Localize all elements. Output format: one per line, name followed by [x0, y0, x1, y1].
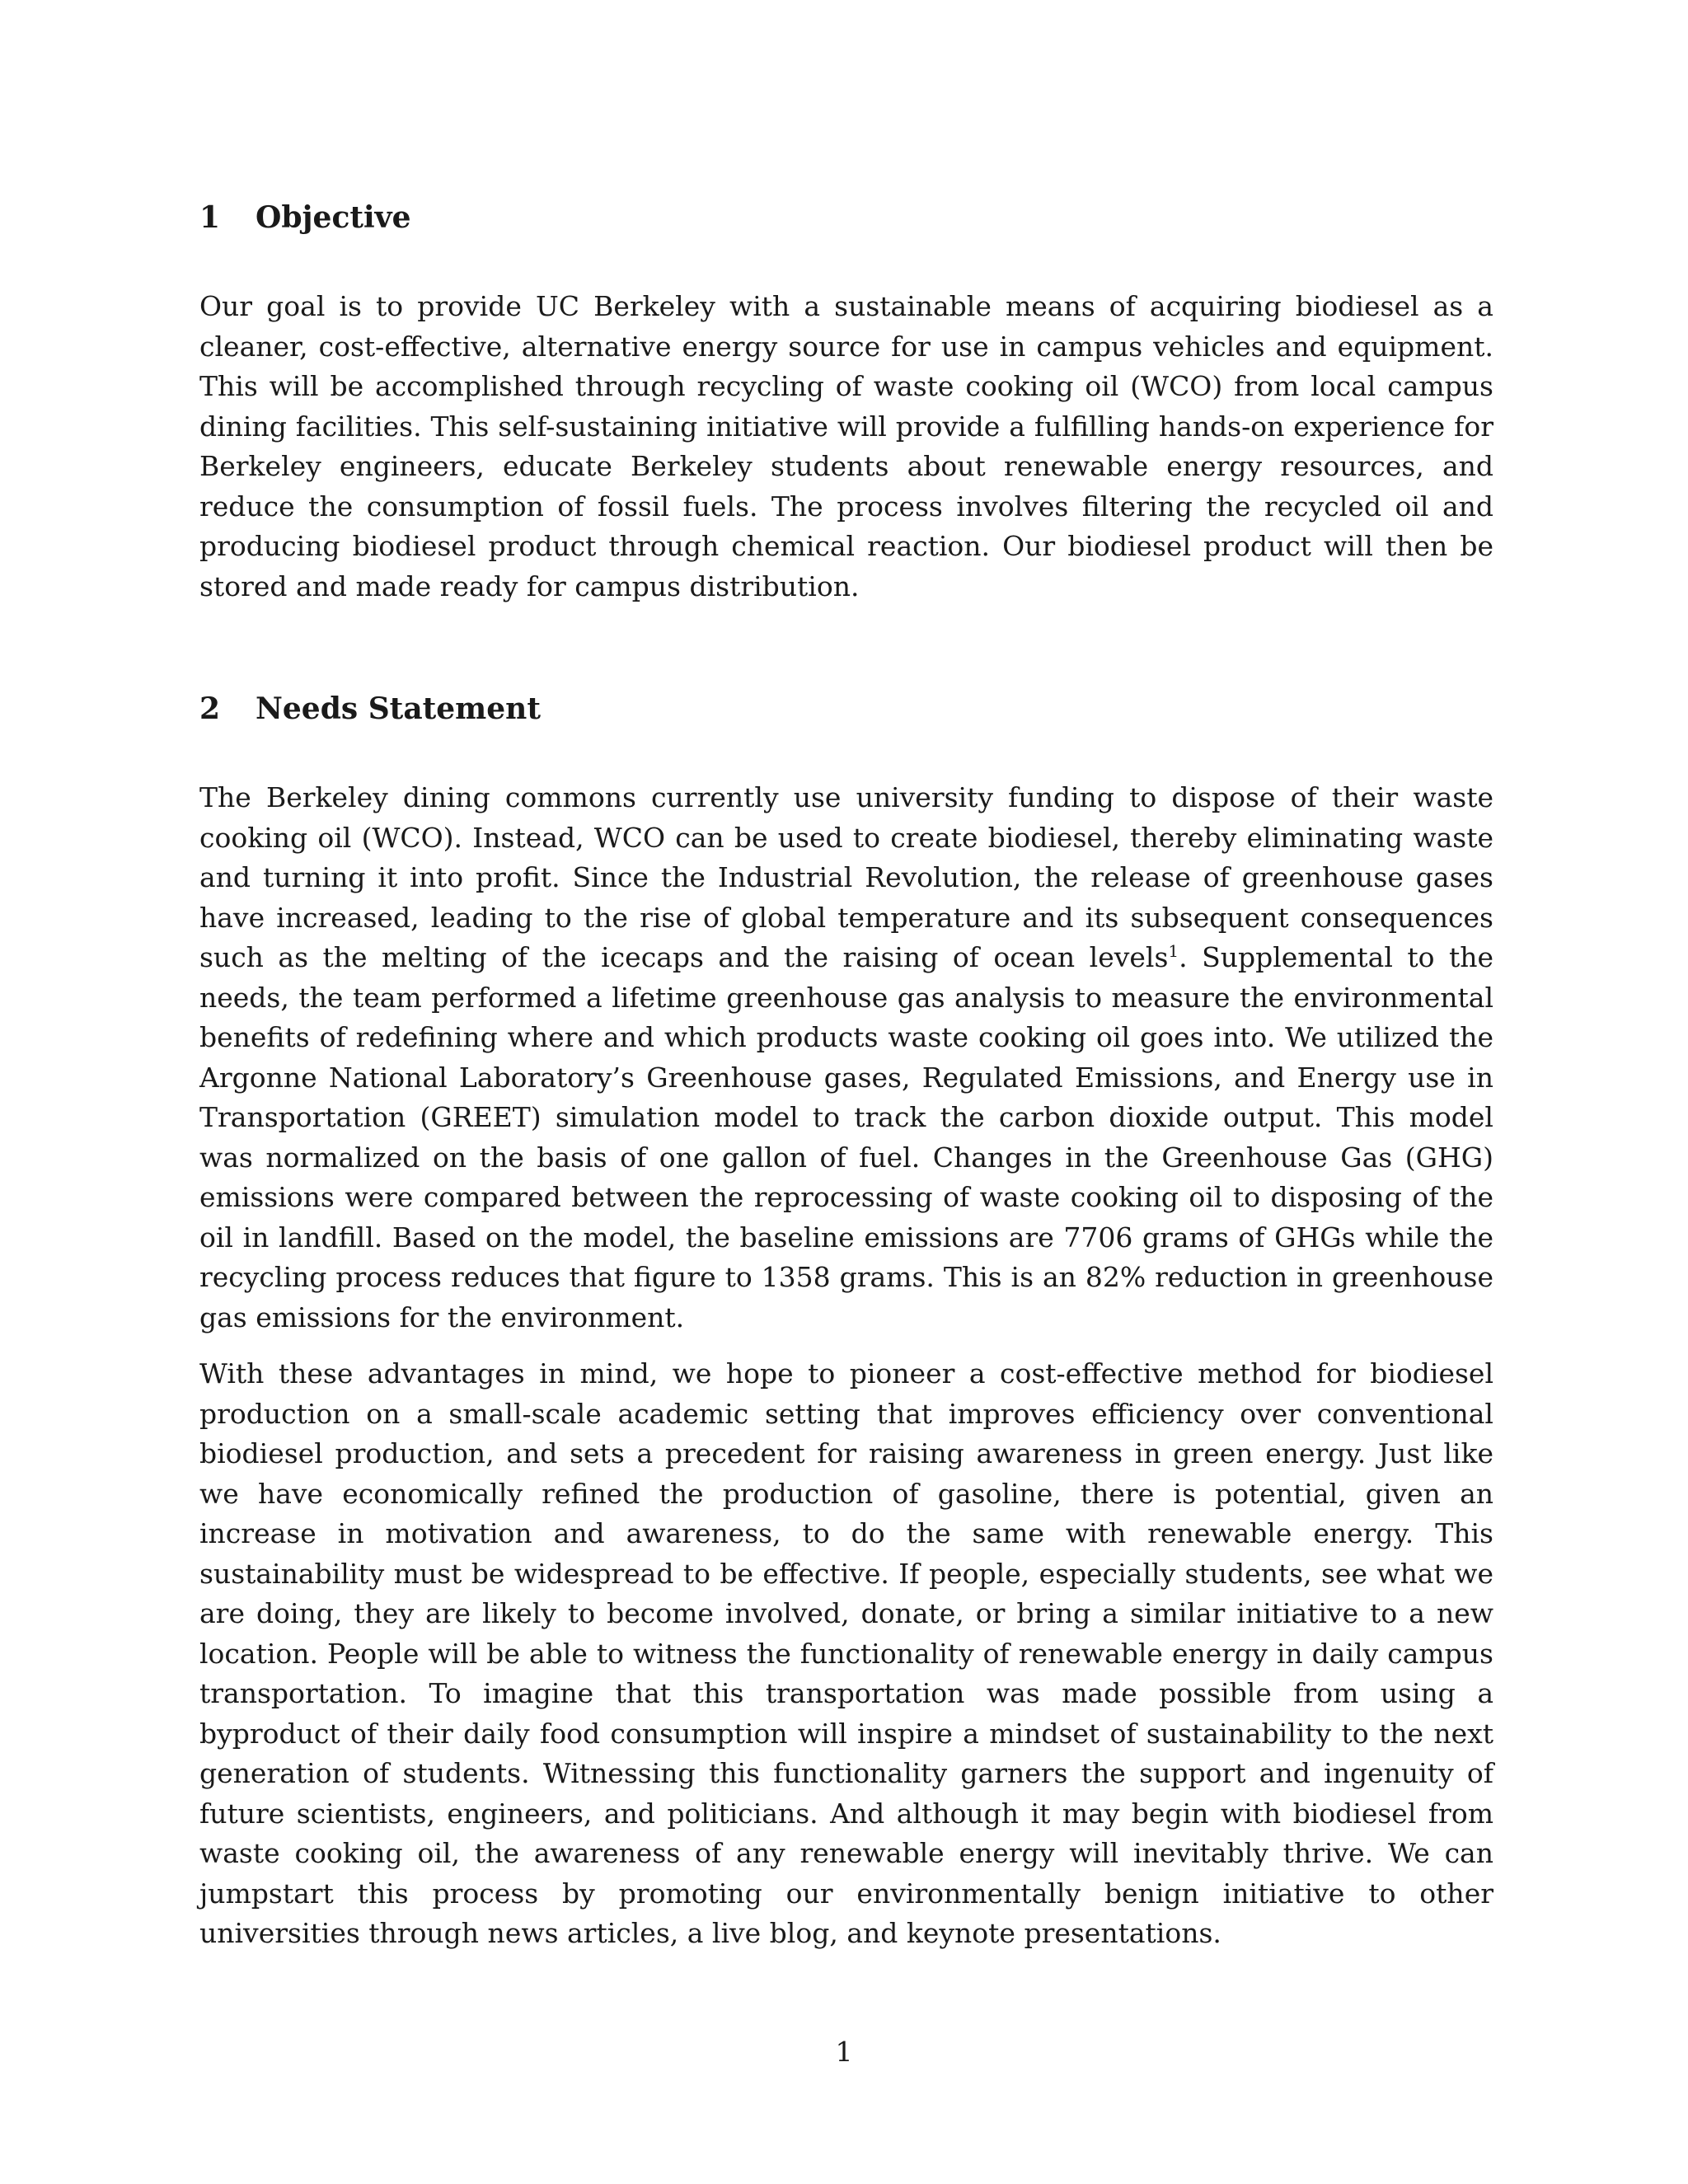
section-number: 1: [199, 200, 221, 235]
section-title: Needs Statement: [256, 691, 541, 726]
section-title: Objective: [256, 200, 411, 235]
page-number: 1: [835, 2036, 853, 2068]
needs-paragraph-1: [199, 778, 1493, 1338]
needs-paragraph-2: With these advantages in mind, we hope to pioneer a cost-effective method for biodiesel production on a small-scale academic setting that improves efficiency over conventional biodiesel production, and sets a precedent for raising awareness in green energy. Just like we have economically refined the production of gasoline, there is potential, given an increase in motivation and awareness, to do the same with renewable energy. This sustainability must be widespread to be effective. If people, especially students, see what we are doing, they are likely to become involved, donate, or bring a similar initiative to a new location. People will be able to witness the functionality of renewable energy in daily campus transportation. To imagine that this transportation was made possible from using a byproduct of their daily food consumption will inspire a mindset of sustainability to the next generation of students. Witnessing this functionality garners the support and ingenuity of future scientists, engineers, and politicians. And although it may begin with biodiesel from waste cooking oil, the awareness of any renewable energy will inevitably thrive. We can jumpstart this process by promoting our environmentally benign initiative to other universities through news articles, a live blog, and keynote presentations.: [199, 1357, 1493, 1949]
section-heading-needs-statement: [199, 689, 1493, 729]
needs-paragraph-1-text-a: The Berkeley dining commons currently use university funding to dispose of their waste cooking oil (WCO). Instead, WCO can be used to create biodiesel, thereby eliminating waste and turning it into profit. Since the Industrial Revolution, the release of greenhouse gases have increased, leading to the rise of global temperature and its subsequent consequences such as the melting of the icecaps and the raising of ocean levels: [199, 781, 1493, 973]
footnote-marker: 1: [1168, 941, 1179, 961]
section-number: 2: [199, 691, 221, 726]
objective-paragraph: Our goal is to provide UC Berkeley with a sustainable means of acquiring biodiesel as a cleaner, cost-effective, alternative energy source for use in campus vehicles and equipment. This will be accomplished through recycling of waste cooking oil (WCO) from local campus dining facilities. This self-sustaining initiative will provide a fulfilling hands-on experience for Berkeley engineers, educate Berkeley students about renewable energy resources, and reduce the consumption of fossil fuels. The process involves filtering the recycled oil and producing biodiesel product through chemical reaction. Our biodiesel product will then be stored and made ready for campus distribution.: [199, 290, 1493, 602]
needs-paragraph-1-text-b: . Supplemental to the needs, the team performed a lifetime greenhouse gas analysis to measure the environmental benefits of redefining where and which products waste cooking oil goes into. We utilized the Argonne National Laboratory’s Greenhouse gases, Regulated Emissions, and Energy use in Transportation (GREET) simulation model to track the carbon dioxide output. This model was normalized on the basis of one gallon of fuel. Changes in the Greenhouse Gas (GHG) emissions were compared between the reprocessing of waste cooking oil to disposing of the oil in landfill. Based on the model, the baseline emissions are 7706 grams of GHGs while the recycling process reduces that figure to 1358 grams. This is an 82% reduction in greenhouse gas emissions for the environment.: [199, 941, 1493, 1333]
document-page: [199, 198, 1493, 1954]
section-heading-objective: [199, 198, 1493, 237]
